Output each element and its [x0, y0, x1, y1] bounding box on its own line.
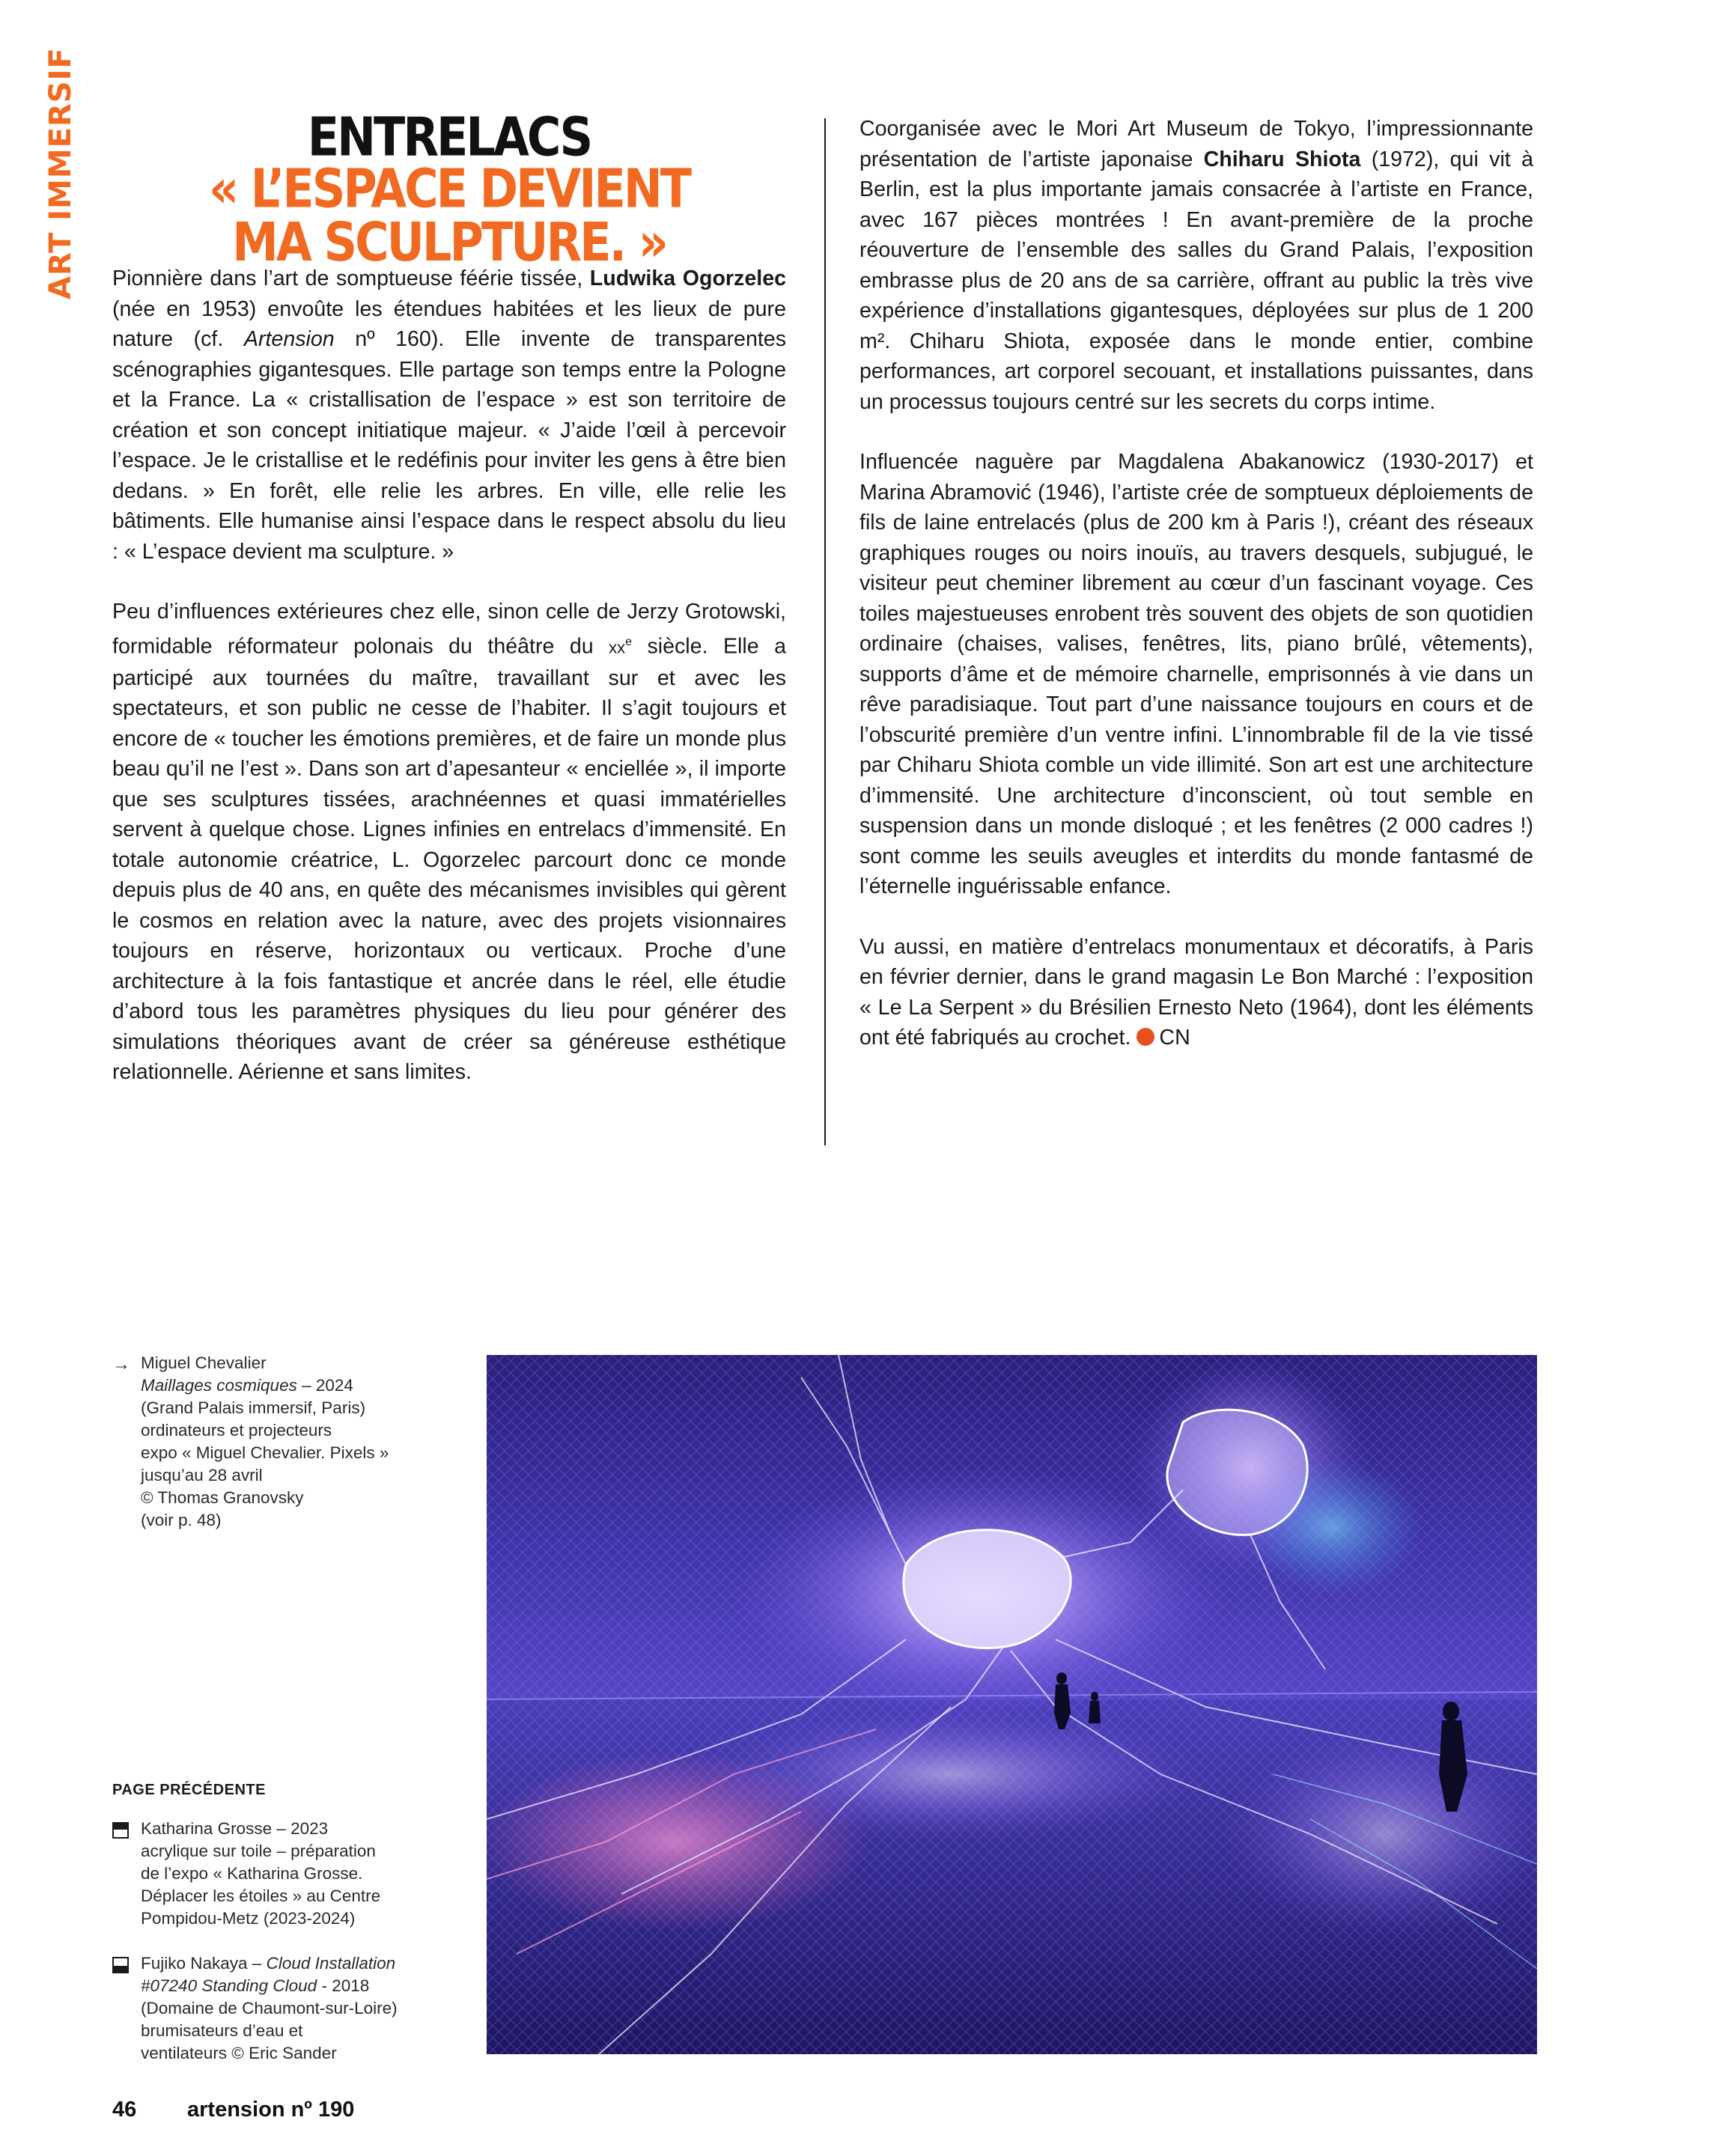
- caption-work-title: Cloud Installation: [266, 1954, 396, 1973]
- title-line-3: MA SCULPTURE. »: [232, 210, 666, 274]
- text-run: Vu aussi, en matière d’entrelacs monumentaux et décoratifs, à Paris en février dernier, dans le grand magasin Le Bon Marché : l’exposition « Le La Serpent » du Brésilien Ernesto Neto (1964), dont les éléments ont été fabriqués au crochet.: [859, 934, 1533, 1050]
- century-numeral: xx: [609, 638, 626, 657]
- previous-page-heading: PAGE PRÉCÉDENTE: [112, 1782, 266, 1798]
- caption-line: [141, 1975, 427, 1997]
- left-column: [112, 264, 786, 1118]
- image-position-bottom-icon: [112, 1957, 129, 1973]
- artist-name: Ludwika Ogorzelec: [589, 267, 786, 290]
- caption-credit: © Thomas Granovsky: [141, 1488, 304, 1507]
- right-column: [859, 114, 1533, 1083]
- caption-work: [141, 1374, 427, 1397]
- previous-page-item-1: [112, 1818, 427, 1930]
- caption-line: [141, 1952, 427, 1975]
- installation-photo: [487, 1355, 1537, 2054]
- caption-work-title: Maillages cosmiques: [141, 1376, 297, 1395]
- magazine-issue: artension nº 190: [187, 2098, 355, 2122]
- magazine-name: Artension: [243, 327, 335, 351]
- caption-line: acrylique sur toile – préparation: [141, 1842, 376, 1860]
- caption-line: ordinateurs et projecteurs: [141, 1421, 332, 1440]
- caption-line: (Grand Palais immersif, Paris): [141, 1398, 366, 1417]
- column-divider: [824, 118, 826, 1145]
- right-paragraph-3: [859, 932, 1533, 1053]
- section-label: [40, 47, 85, 305]
- arrow-right-icon: →: [112, 1354, 130, 1374]
- photo-caption: [112, 1352, 427, 1532]
- article-title: [112, 105, 786, 274]
- text-run: siècle. Elle a participé aux tournées du maître, travaillant sur et avec les spectateurs, et son public ne cesse de l’habiter. Il s’agit toujours et encore de « toucher les émotions premières, et de faire un monde plus beau qu’il ne l’est ». Dans son art d’apesanteur « enciellée », il importe que ses sculptures tissées, arachnéennes et quasi immatérielles servent à quelque chose. Lignes infinies en entrelacs d’immensité. En totale autonomie créatrice, L. Ogorzelec parcourt donc ce monde depuis plus de 40 ans, en quête des mécanismes invisibles qui gèrent le cosmos en relation avec la nature, avec des projets visionnaires toujours en réserve, horizontaux ou verticaux. Proche d’une architecture à la fois fantastique et ancrée dans le réel, elle étudie d’abord tous les paramètres physiques du lieu pour générer des simulations théoriques avant de créer sa généreuse esthétique relationnelle. Aérienne et sans limites.: [112, 634, 786, 1085]
- title-line-1: ENTRELACS: [307, 105, 591, 168]
- caption-line: jusqu’au 28 avril: [141, 1466, 263, 1484]
- caption-line: Katharina Grosse – 2023: [141, 1819, 329, 1838]
- text-run: (née en 1953) envoûte les étendues habitées et les lieux de pure nature (cf.: [112, 296, 786, 351]
- caption-line: Pompidou-Metz (2023-2024): [141, 1909, 356, 1928]
- caption-year: – 2024: [296, 1376, 353, 1395]
- caption-line: ventilateurs © Eric Sander: [141, 2044, 337, 2062]
- right-paragraph-1: [859, 114, 1533, 417]
- page-number: 46: [112, 2098, 137, 2122]
- title-line-2: « L’ESPACE DEVIENT: [208, 156, 690, 220]
- text-run: nº 160). Elle invente de transparentes scénographies gigantesques. Elle partage son temps entre la Pologne et la France. La « cristallisation de l’espace » est son territoire de création et son concept initiatique majeur. « J’aide l’œil à percevoir l’espace. Je le cristallise et le redéfinis pour inviter les gens à être bien dedans. » En forêt, elle relie les arbres. En ville, elle relie les bâtiments. Elle humanise ainsi l’espace dans le respect absolu du lieu : « L’espace devient ma sculpture. »: [112, 327, 786, 564]
- text-run: (1972), qui vit à Berlin, est la plus importante jamais consacrée à l’artiste en France, avec 167 pièces montrées ! En avant-première de la proche réouverture de l’ensemble des salles du Grand Palais, l’exposition embrasse plus de 20 ans de sa carrière, offrant au public la très vive expérience d’installations gigantesques, déployées sur plus de 1 200 m². Chiharu Shiota, exposée dans le monde entier, combine performances, art corporel secouant, et installations puissantes, dans un processus toujours centré sur les secrets du corps intime.: [859, 147, 1534, 414]
- text-run: Pionnière dans l’art de somptueuse féérie tissée,: [112, 267, 590, 290]
- caption-line: (Domaine de Chaumont-sur-Loire): [141, 1999, 398, 2018]
- caption-line: expo « Miguel Chevalier. Pixels »: [141, 1443, 389, 1462]
- left-paragraph-1: [112, 264, 786, 567]
- caption-year: - 2018: [317, 1976, 370, 1995]
- caption-line: de l’expo « Katharina Grosse.: [141, 1864, 363, 1883]
- caption-line: brumisateurs d’eau et: [141, 2021, 303, 2040]
- caption-line: (voir p. 48): [141, 1511, 222, 1529]
- caption-artist: Miguel Chevalier: [141, 1353, 267, 1372]
- section-label-text: ART IMMERSIF: [43, 47, 78, 299]
- text-run: Coorganisée avec le Mori Art Museum de Tokyo, l’impressionnante présentation de l’artiste japonaise: [859, 117, 1533, 171]
- artist-name: Chiharu Shiota: [1203, 147, 1361, 171]
- text-run: Fujiko Nakaya –: [141, 1954, 267, 1973]
- caption-line: Déplacer les étoiles » au Centre: [141, 1886, 381, 1905]
- right-paragraph-2: Influencée naguère par Magdalena Abakanowicz (1930-2017) et Marina Abramović (1946), l’artiste crée de somptueux déploiements de fils de laine entrelacés (plus de 200 km à Paris !), créant des réseaux graphiques rouges ou noirs inouïs, au travers desquels, subjugué, le visiteur peut cheminer librement au cœur d’un fascinant voyage. Ces toiles majestueuses enrobent très souvent des objets de son quotidien ordinaire (chaises, valises, fenêtres, lits, piano brûlé, vêtements), supports d’âme et de mémoire charnelle, emprisonnés à vie dans un rêve paradisiaque. Tout part d’une naissance toujours en cours et de l’obscurité première d’un ventre infini. L’innombrable fil de la vie tissé par Chiharu Shiota comble un vide illimité. Son art est une architecture d’immensité. Une architecture d’inconscient, où tout semble en suspension dans un monde disloqué ; et les fenêtres (2 000 cadres !) sont comme les seuils aveugles et interdits du monde fantasmé de l’éternelle inguérissable enfance.: [859, 450, 1533, 898]
- author-signature: CN: [1159, 1026, 1190, 1050]
- text-run: Peu d’influences extérieures chez elle, sinon celle de Jerzy Grotowski, formidable réformateur polonais du théâtre du: [112, 600, 786, 659]
- photo-illustration: [487, 1355, 1537, 2054]
- end-dot-icon: [1137, 1028, 1154, 1046]
- caption-work-title: #07240 Standing Cloud: [141, 1976, 317, 1995]
- left-paragraph-2: [112, 597, 786, 1088]
- century-superscript: e: [625, 635, 633, 648]
- image-position-top-icon: [112, 1822, 129, 1839]
- previous-page-item-2: [112, 1952, 427, 2065]
